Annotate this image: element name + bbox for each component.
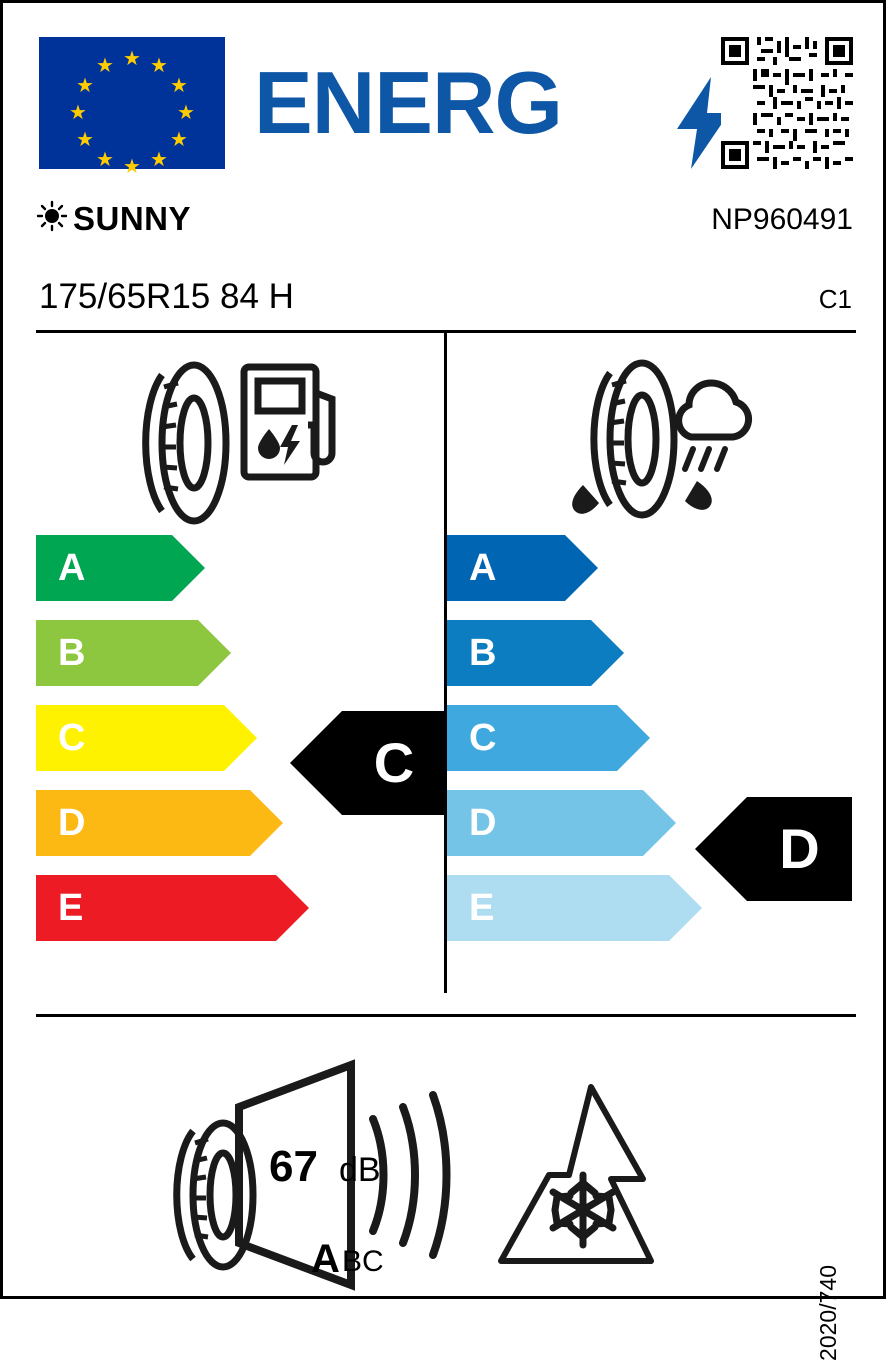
three-peak-mountain-snowflake-icon [491,1079,691,1269]
brand-row [39,199,853,247]
grade-row [36,620,444,686]
grade-row [447,620,856,686]
grade-row [36,535,444,601]
fuel-grade-D: D [36,790,250,856]
brand-name: SUNNY [73,200,192,237]
eu-flag-icon: ★ ★ ★ ★ ★ ★ ★ ★ ★ ★ ★ ★ [39,37,225,169]
regulation-code: 2020/740 [815,1265,841,1361]
fuel-grade-B: B [36,620,198,686]
noise-db-value: 67 [269,1142,318,1191]
noise-class-selected: A [311,1237,340,1281]
tyre-rain-cloud-icon [537,353,767,533]
wet-grade-C: C [447,705,617,771]
tyre-type-code: NP960491 [711,203,853,236]
fuel-grade-C: C [36,705,224,771]
label-header [39,37,853,178]
wet-grip-section [447,339,856,999]
grade-row [447,535,856,601]
tyre-fuel-pump-icon [132,353,332,533]
sunny-sun-icon [37,201,67,231]
fuel-grade-E: E [36,875,276,941]
noise-class-others: BC [342,1245,384,1278]
noise-db-unit: dB [339,1151,381,1189]
wet-grade-B: B [447,620,591,686]
noise-and-snow-section [36,1017,856,1361]
fuel-efficiency-section [36,339,444,999]
fuel-rating-marker: C [342,711,446,815]
wet-rating-marker: D [747,797,852,901]
size-row [39,275,853,319]
grade-row [36,875,444,941]
wet-grade-D: D [447,790,643,856]
tyre-size: 175/65R15 84 H [39,277,294,316]
grade-row [447,705,856,771]
wet-grade-A: A [447,535,565,601]
energy-wordmark: ENERG [254,53,562,152]
wet-grade-E: E [447,875,669,941]
noise-group [161,1045,511,1285]
fuel-grade-A: A [36,535,172,601]
tyre-class: C1 [818,284,852,314]
qr-code-icon [721,37,853,169]
